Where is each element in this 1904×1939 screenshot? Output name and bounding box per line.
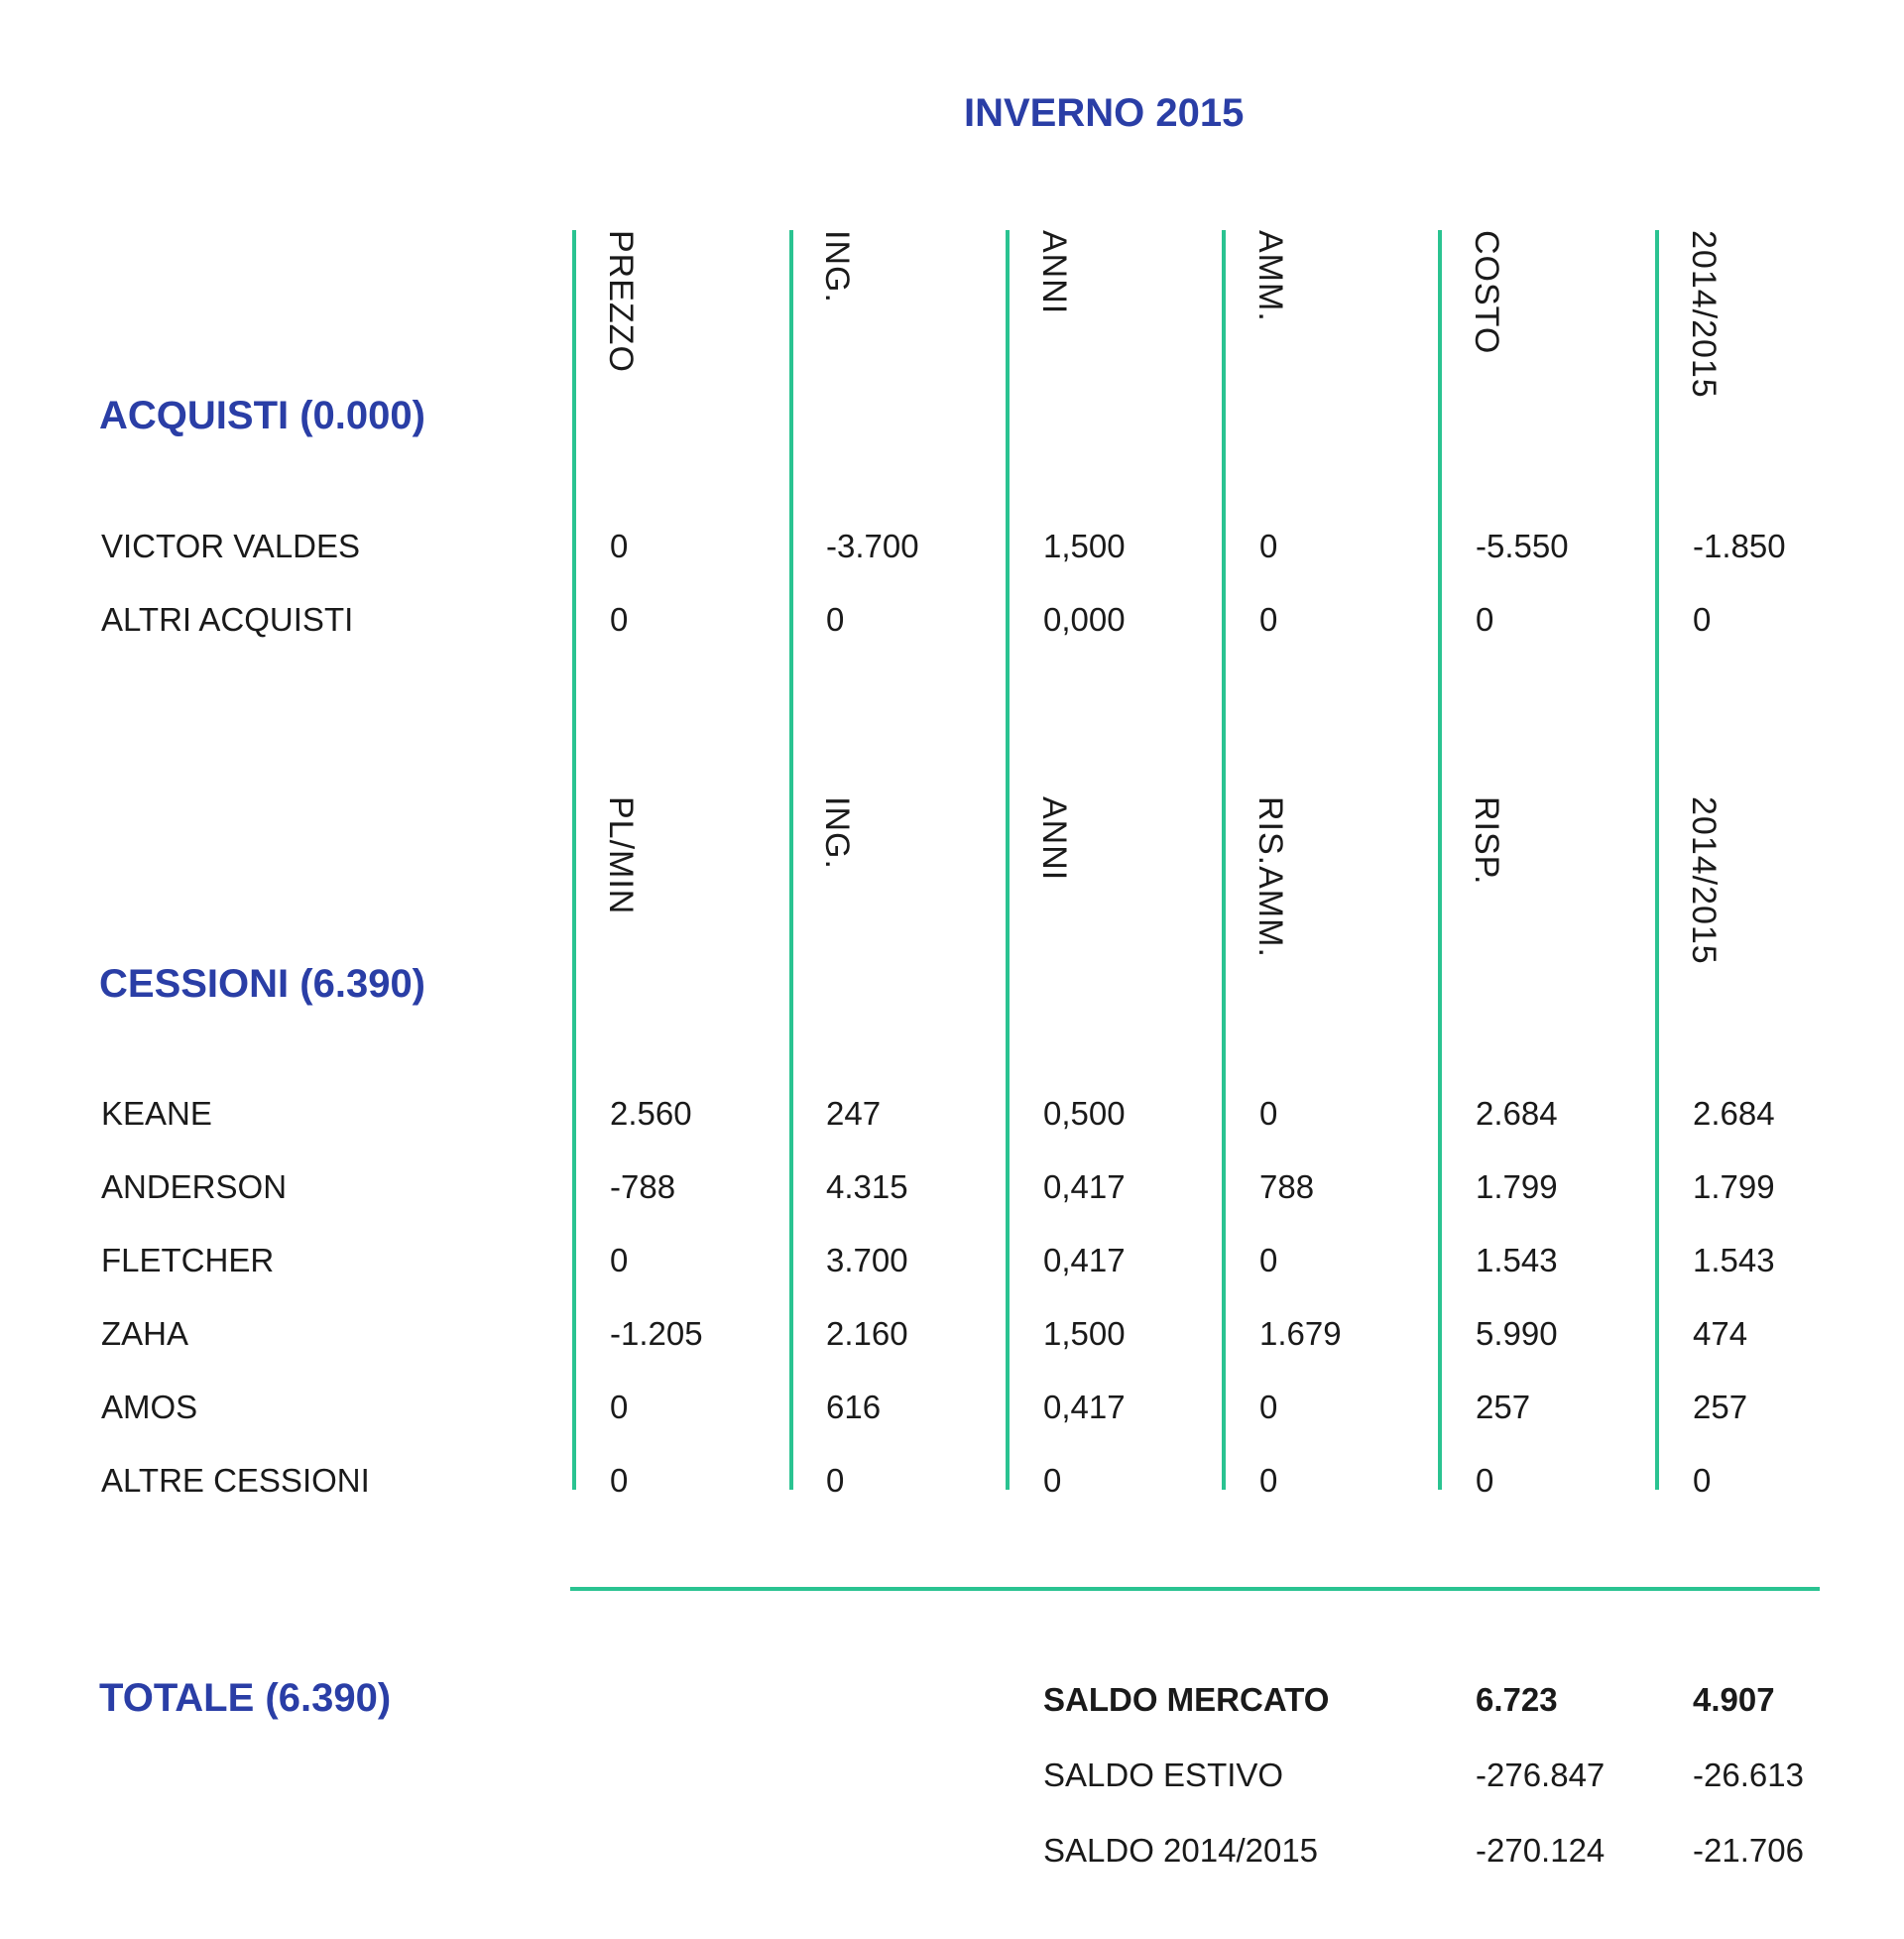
- cessioni-cell: 247: [826, 1095, 882, 1132]
- acquisti-cell: 0: [1259, 601, 1278, 638]
- saldo-estivo-label: SALDO ESTIVO: [1043, 1757, 1284, 1793]
- cessioni-cell: 1.799: [1476, 1168, 1558, 1205]
- acquisti-title: ACQUISTI (0.000): [99, 394, 425, 437]
- acquisti-row-label: ALTRI ACQUISTI: [101, 601, 354, 638]
- cessioni-cell: 4.315: [826, 1168, 908, 1205]
- cessioni-cell: 0: [1259, 1095, 1278, 1132]
- cessioni-cell: 1.799: [1693, 1168, 1775, 1205]
- cessioni-cell: 1.679: [1259, 1315, 1342, 1352]
- cessioni-header-anni: ANNI: [1035, 796, 1073, 882]
- saldo-mercato-value: 6.723: [1476, 1681, 1558, 1718]
- acquisti-cell: 0: [1259, 528, 1278, 564]
- acquisti-header-ing: ING.: [818, 230, 856, 303]
- column-divider: [1655, 230, 1659, 1490]
- acquisti-header-season: 2014/2015: [1685, 230, 1723, 399]
- cessioni-header-risamm: RIS.AMM.: [1251, 796, 1289, 958]
- cessioni-cell: 3.700: [826, 1242, 908, 1278]
- saldo-season-label: SALDO 2014/2015: [1043, 1832, 1319, 1869]
- cessioni-cell: 788: [1259, 1168, 1315, 1205]
- cessioni-cell: -788: [610, 1168, 676, 1205]
- cessioni-cell: 257: [1476, 1389, 1531, 1425]
- cessioni-cell: 0: [826, 1462, 845, 1499]
- column-divider: [572, 230, 576, 1490]
- acquisti-header-prezzo: PREZZO: [602, 230, 640, 373]
- cessioni-cell: 257: [1693, 1389, 1748, 1425]
- cessioni-cell: 1.543: [1693, 1242, 1775, 1278]
- cessioni-cell: 0: [610, 1242, 629, 1278]
- saldo-estivo-value: -276.847: [1476, 1757, 1606, 1793]
- cessioni-header-risp: RISP.: [1468, 796, 1505, 886]
- saldo-season-season-value: -21.706: [1693, 1832, 1804, 1869]
- cessioni-cell: 0: [1693, 1462, 1712, 1499]
- cessioni-cell: 0,417: [1043, 1168, 1126, 1205]
- cessioni-cell: -1.205: [610, 1315, 703, 1352]
- acquisti-cell: 0,000: [1043, 601, 1126, 638]
- acquisti-cell: -1.850: [1693, 528, 1786, 564]
- page-title: INVERNO 2015: [964, 91, 1245, 135]
- acquisti-cell: 0: [610, 601, 629, 638]
- cessioni-cell: 0: [1259, 1389, 1278, 1425]
- cessioni-cell: 0: [1259, 1242, 1278, 1278]
- cessioni-cell: 2.684: [1693, 1095, 1775, 1132]
- acquisti-header-anni: ANNI: [1035, 230, 1073, 315]
- acquisti-cell: -3.700: [826, 528, 919, 564]
- acquisti-cell: 1,500: [1043, 528, 1126, 564]
- cessioni-header-ing: ING.: [818, 796, 856, 870]
- acquisti-header-amm: AMM.: [1251, 230, 1289, 322]
- cessioni-cell: 2.560: [610, 1095, 692, 1132]
- cessioni-cell: 2.684: [1476, 1095, 1558, 1132]
- saldo-season-value: -270.124: [1476, 1832, 1606, 1869]
- cessioni-cell: 616: [826, 1389, 882, 1425]
- cessioni-cell: 474: [1693, 1315, 1748, 1352]
- cessioni-cell: 0: [1043, 1462, 1062, 1499]
- cessioni-row-label: ZAHA: [101, 1315, 189, 1352]
- cessioni-row-label: KEANE: [101, 1095, 212, 1132]
- column-divider: [1006, 230, 1010, 1490]
- cessioni-cell: 0: [610, 1462, 629, 1499]
- saldo-estivo-season-value: -26.613: [1693, 1757, 1804, 1793]
- cessioni-cell: 2.160: [826, 1315, 908, 1352]
- column-divider: [1438, 230, 1442, 1490]
- acquisti-cell: 0: [1476, 601, 1494, 638]
- acquisti-header-costo: COSTO: [1468, 230, 1505, 355]
- cessioni-cell: 0,417: [1043, 1389, 1126, 1425]
- cessioni-row-label: ALTRE CESSIONI: [101, 1462, 370, 1499]
- cessioni-cell: 1.543: [1476, 1242, 1558, 1278]
- acquisti-row-label: VICTOR VALDES: [101, 528, 361, 564]
- saldo-mercato-season-value: 4.907: [1693, 1681, 1775, 1718]
- cessioni-cell: 0: [610, 1389, 629, 1425]
- cessioni-row-label: ANDERSON: [101, 1168, 288, 1205]
- cessioni-row-label: AMOS: [101, 1389, 198, 1425]
- cessioni-header-plmin: PL/MIN: [602, 796, 640, 915]
- cessioni-row-label: FLETCHER: [101, 1242, 275, 1278]
- acquisti-cell: 0: [610, 528, 629, 564]
- cessioni-cell: 0: [1476, 1462, 1494, 1499]
- acquisti-cell: -5.550: [1476, 528, 1569, 564]
- cessioni-cell: 5.990: [1476, 1315, 1558, 1352]
- cessioni-cell: 0: [1259, 1462, 1278, 1499]
- column-divider: [1222, 230, 1226, 1490]
- total-divider: [570, 1587, 1820, 1591]
- cessioni-cell: 0,500: [1043, 1095, 1126, 1132]
- cessioni-header-season: 2014/2015: [1685, 796, 1723, 965]
- cessioni-cell: 1,500: [1043, 1315, 1126, 1352]
- acquisti-cell: 0: [1693, 601, 1712, 638]
- acquisti-cell: 0: [826, 601, 845, 638]
- cessioni-title: CESSIONI (6.390): [99, 962, 426, 1006]
- saldo-mercato-label: SALDO MERCATO: [1043, 1681, 1330, 1718]
- totale-title: TOTALE (6.390): [99, 1676, 392, 1720]
- cessioni-cell: 0,417: [1043, 1242, 1126, 1278]
- column-divider: [789, 230, 793, 1490]
